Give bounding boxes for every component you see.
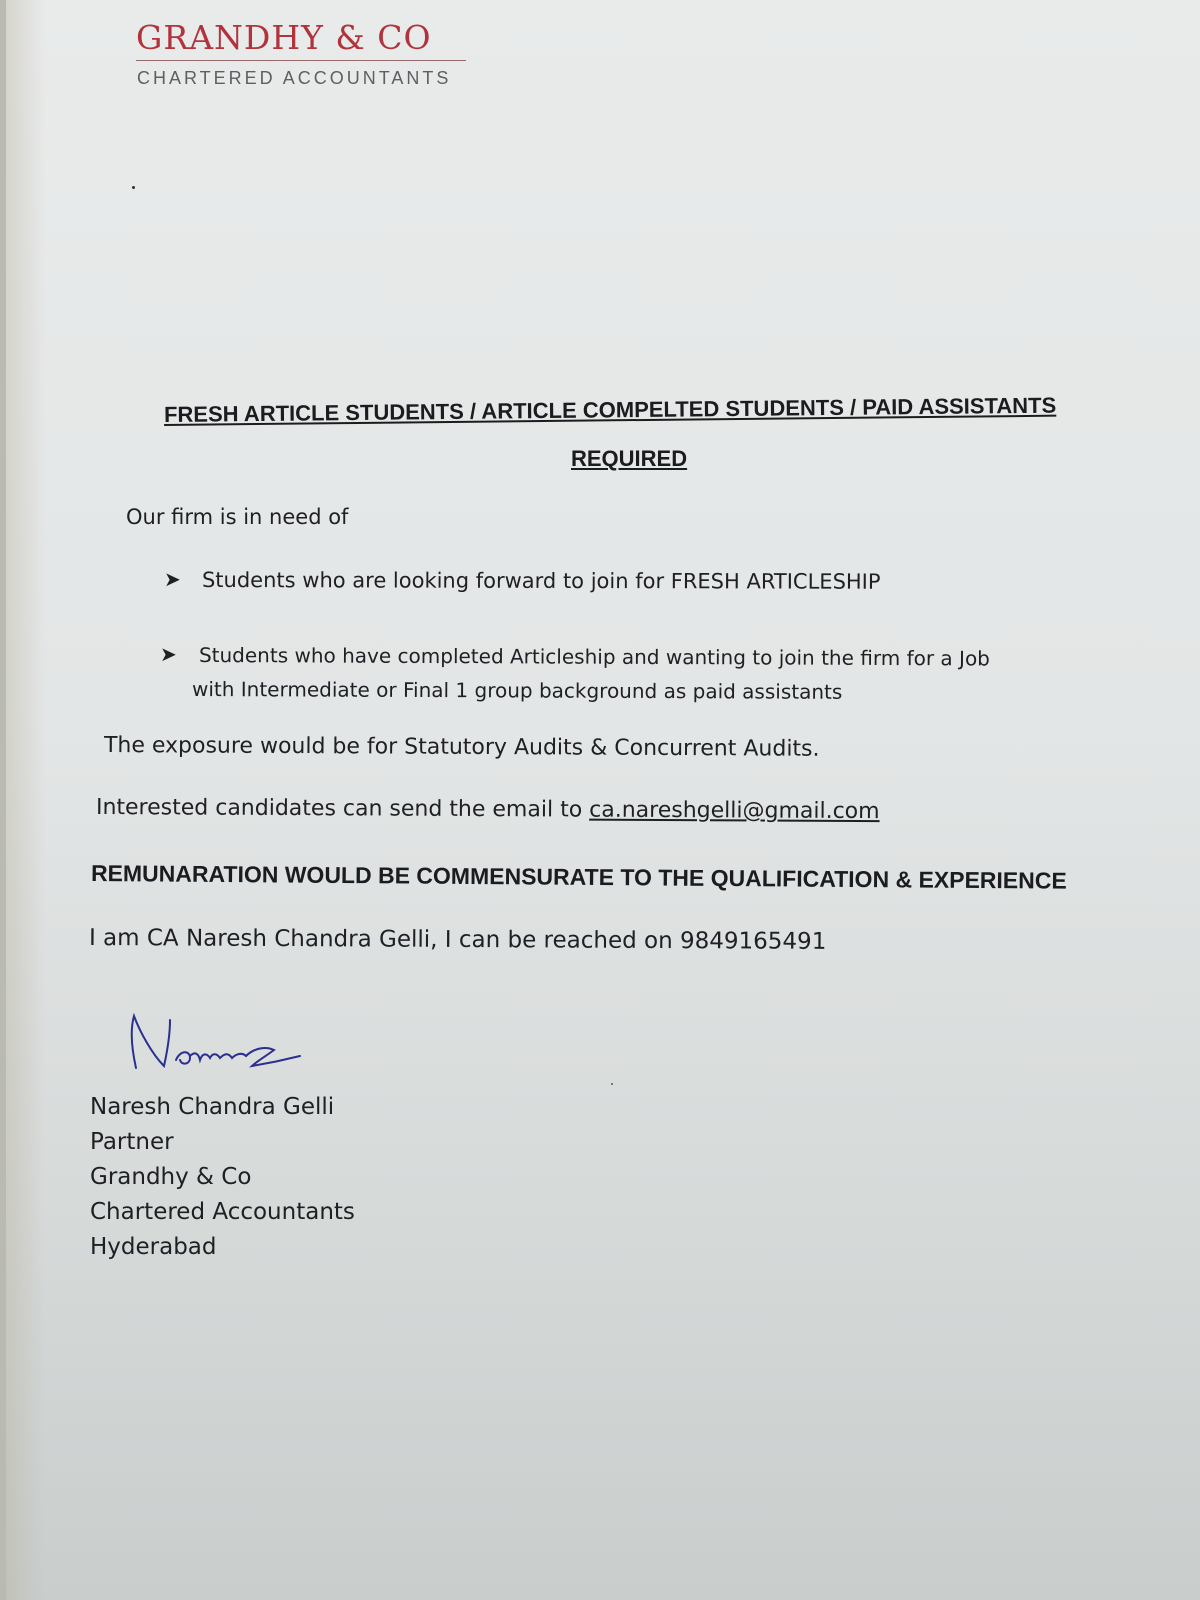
notice-heading: FRESH ARTICLE STUDENTS / ARTICLE COMPELTED STUDENTS / PAID ASSISTANTS [163,392,1057,427]
email-instruction-text: Interested candidates can send the email to [95,795,583,823]
intro-text: Our firm is in need of [126,505,349,529]
arrowhead-bullet-icon: ➤ [164,567,181,591]
contact-text: I am CA Naresh Chandra Gelli, I can be reached on 9849165491 [88,925,827,955]
bullet-item-paid-assistants: Students who have completed Articleship and wanting to join the firm for a Job [198,643,990,671]
notice-heading-required: REQUIRED [571,446,688,471]
bullet-item-fresh-articleship: Students who are looking forward to join for FRESH ARTICLESHIP [201,568,881,594]
signatory-firm: Grandhy & Co [90,1164,252,1190]
signature-block [90,1090,355,1265]
document-page [6,0,1200,1600]
remuneration-notice: REMUNARATION WOULD BE COMMENSURATE TO THE QUALIFICATION & EXPERIENCE [90,860,1067,894]
paper-edge-shadow [6,0,46,1600]
arrowhead-bullet-icon: ➤ [160,642,177,666]
handwritten-signature [124,1010,324,1080]
letterhead-firm-name: GRANDHY & CO [136,18,432,57]
letterhead-subtitle: CHARTERED ACCOUNTANTS [137,68,452,88]
signatory-name: Naresh Chandra Gelli [90,1094,335,1120]
letterhead-divider [136,60,466,61]
email-link[interactable]: ca.nareshgelli@gmail.com [589,797,880,825]
signatory-title: Partner [90,1129,174,1155]
signatory-city: Hyderabad [90,1234,217,1260]
email-instruction [96,795,880,824]
paper-speck [611,1083,613,1085]
paper-speck [132,186,135,189]
bullet-item-paid-assistants-continued: with Intermediate or Final 1 group background as paid assistants [191,677,843,704]
exposure-text: The exposure would be for Statutory Audits & Concurrent Audits. [103,733,820,762]
signatory-firm-type: Chartered Accountants [90,1199,355,1225]
